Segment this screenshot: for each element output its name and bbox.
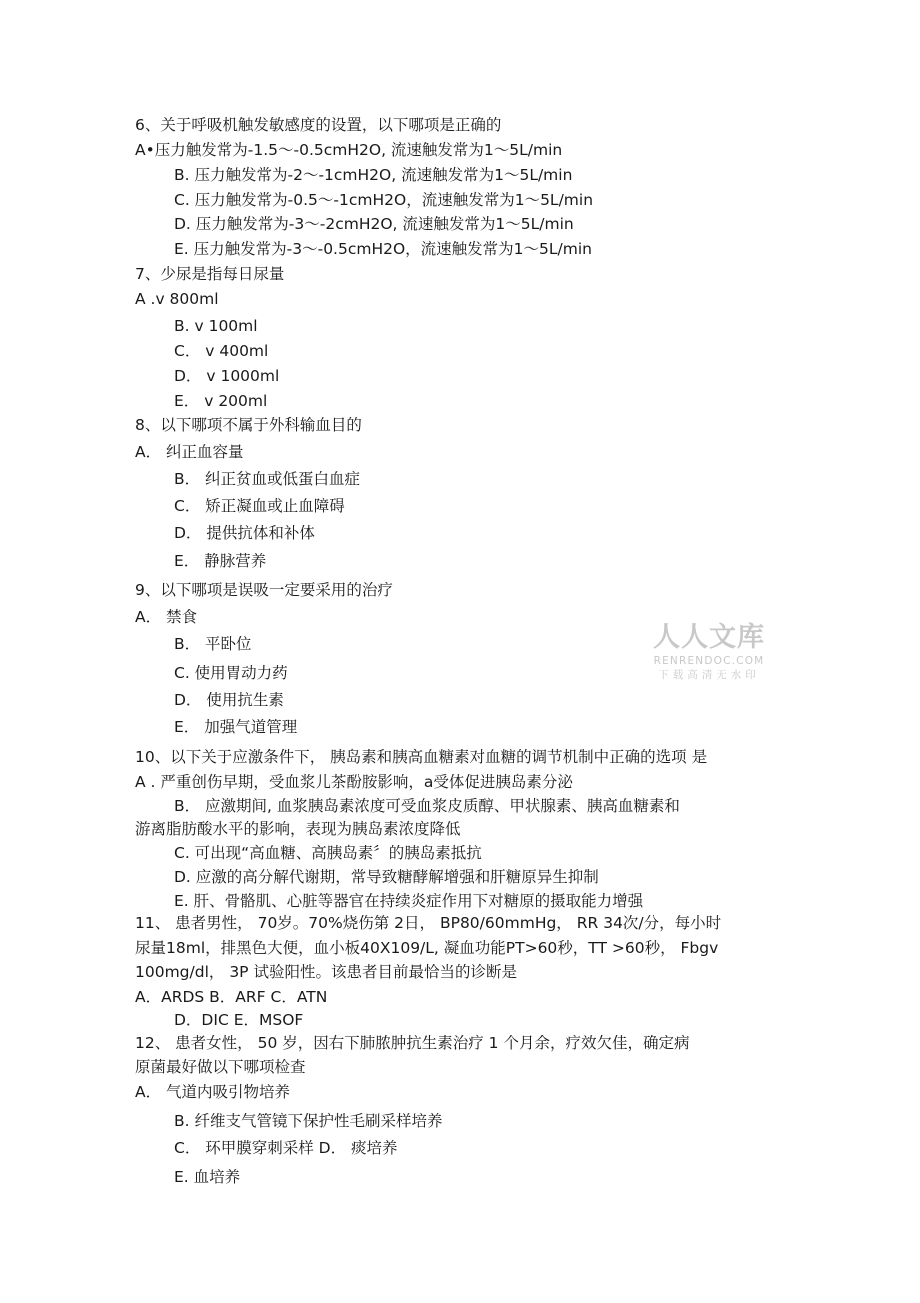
question-11-stem-line-3: 100mg/dl， 3P 试验阳性。该患者目前最恰当的诊断是 — [135, 963, 517, 981]
question-10-stem: 10、以下关于应激条件下， 胰岛素和胰高血糖素对血糖的调节机制中正确的选项 是 — [135, 748, 708, 766]
question-11-options-row-2: D．DIC E．MSOF — [174, 1011, 304, 1029]
watermark-url: RENRENDOC.COM — [653, 655, 765, 667]
question-10-option-c: C. 可出现“高血糖、高胰岛素〞的胰岛素抵抗 — [174, 844, 482, 862]
question-7-option-d: D． v 1000ml — [174, 367, 280, 385]
question-8-option-b: B． 纠正贫血或低蛋白血症 — [174, 470, 361, 488]
question-12-stem-line-2: 原菌最好做以下哪项检查 — [135, 1058, 306, 1076]
question-10-option-b-continued: 游离脂肪酸水平的影响，表现为胰岛素浓度降低 — [135, 820, 461, 838]
question-9-option-d: D． 使用抗生素 — [174, 691, 284, 709]
question-9-option-c: C. 使用胃动力药 — [174, 664, 288, 682]
question-12-option-b: B. 纤维支气管镜下保护性毛刷采样培养 — [174, 1112, 443, 1130]
question-7-option-a: A .v 800ml — [135, 290, 219, 308]
question-8-option-e: E． 静脉营养 — [174, 552, 267, 570]
question-7-stem: 7、少尿是指每日尿量 — [135, 265, 285, 283]
watermark-logo — [648, 622, 770, 682]
question-11-stem: 11、 患者男性， 70岁。70%烧伤第 2日， BP80/60mmHg， RR 34次/分，每小时 — [135, 914, 722, 932]
question-6-option-c: C. 压力触发常为-0.5～-1cmH2O，流速触发常为1～5L/min — [174, 191, 594, 209]
question-6-option-d: D. 压力触发常为-3～-2cmH2O, 流速触发常为1～5L/min — [174, 215, 574, 233]
question-11-stem-line-2: 尿量18ml，排黑色大便，血小板40X109/L, 凝血功能PT>60秒，TT >60秒， Fbgv — [135, 939, 719, 957]
question-11-options-row-1: A．ARDS B．ARF C．ATN — [135, 988, 328, 1006]
question-10-option-b: B． 应激期间, 血浆胰岛素浓度可受血浆皮质醇、甲状腺素、胰高血糖素和 — [174, 797, 680, 815]
question-12-option-a: A． 气道内吸引物培养 — [135, 1083, 291, 1101]
question-8-stem: 8、以下哪项不属于外科输血目的 — [135, 416, 362, 434]
question-12-option-e: E. 血培养 — [174, 1168, 241, 1186]
question-12-options-c-d: C． 环甲膜穿刺采样 D． 痰培养 — [174, 1139, 398, 1157]
question-10-option-a: A . 严重创伤早期，受血浆儿茶酚胺影响，a受体促进胰岛素分泌 — [135, 773, 573, 791]
question-7-option-b: B. v 100ml — [174, 317, 258, 335]
question-7-option-e: E． v 200ml — [174, 392, 268, 410]
question-6-stem: 6、关于呼吸机触发敏感度的设置，以下哪项是正确的 — [135, 116, 502, 134]
watermark-title: 人人文库 — [653, 622, 765, 653]
question-8-option-a: A． 纠正血容量 — [135, 443, 244, 461]
question-6-option-b: B. 压力触发常为-2～-1cmH2O, 流速触发常为1～5L/min — [174, 166, 573, 184]
question-9-option-e: E． 加强气道管理 — [174, 718, 298, 736]
question-8-option-d: D． 提供抗体和补体 — [174, 524, 315, 542]
question-6-option-a: A•压力触发常为-1.5～-0.5cmH2O, 流速触发常为1～5L/min — [135, 141, 563, 159]
question-10-option-e: E. 肝、骨骼肌、心脏等器官在持续炎症作用下对糖原的摄取能力增强 — [174, 892, 644, 910]
question-10-option-d: D. 应激的高分解代谢期，常导致糖酵解增强和肝糖原异生抑制 — [174, 868, 599, 886]
question-6-option-e: E. 压力触发常为-3～-0.5cmH2O，流速触发常为1～5L/min — [174, 240, 592, 258]
question-8-option-c: C． 矫正凝血或止血障碍 — [174, 497, 345, 515]
question-9-option-b: B． 平卧位 — [174, 635, 252, 653]
question-9-option-a: A． 禁食 — [135, 608, 198, 626]
question-9-stem: 9、以下哪项是误吸一定要采用的治疗 — [135, 581, 393, 599]
question-7-option-c: C． v 400ml — [174, 342, 269, 360]
question-12-stem: 12、 患者女性， 50 岁，因右下肺脓肿抗生素治疗 1 个月余，疗效欠佳，确定病 — [135, 1034, 690, 1052]
watermark-subtitle: 下载高清无水印 — [658, 669, 760, 681]
